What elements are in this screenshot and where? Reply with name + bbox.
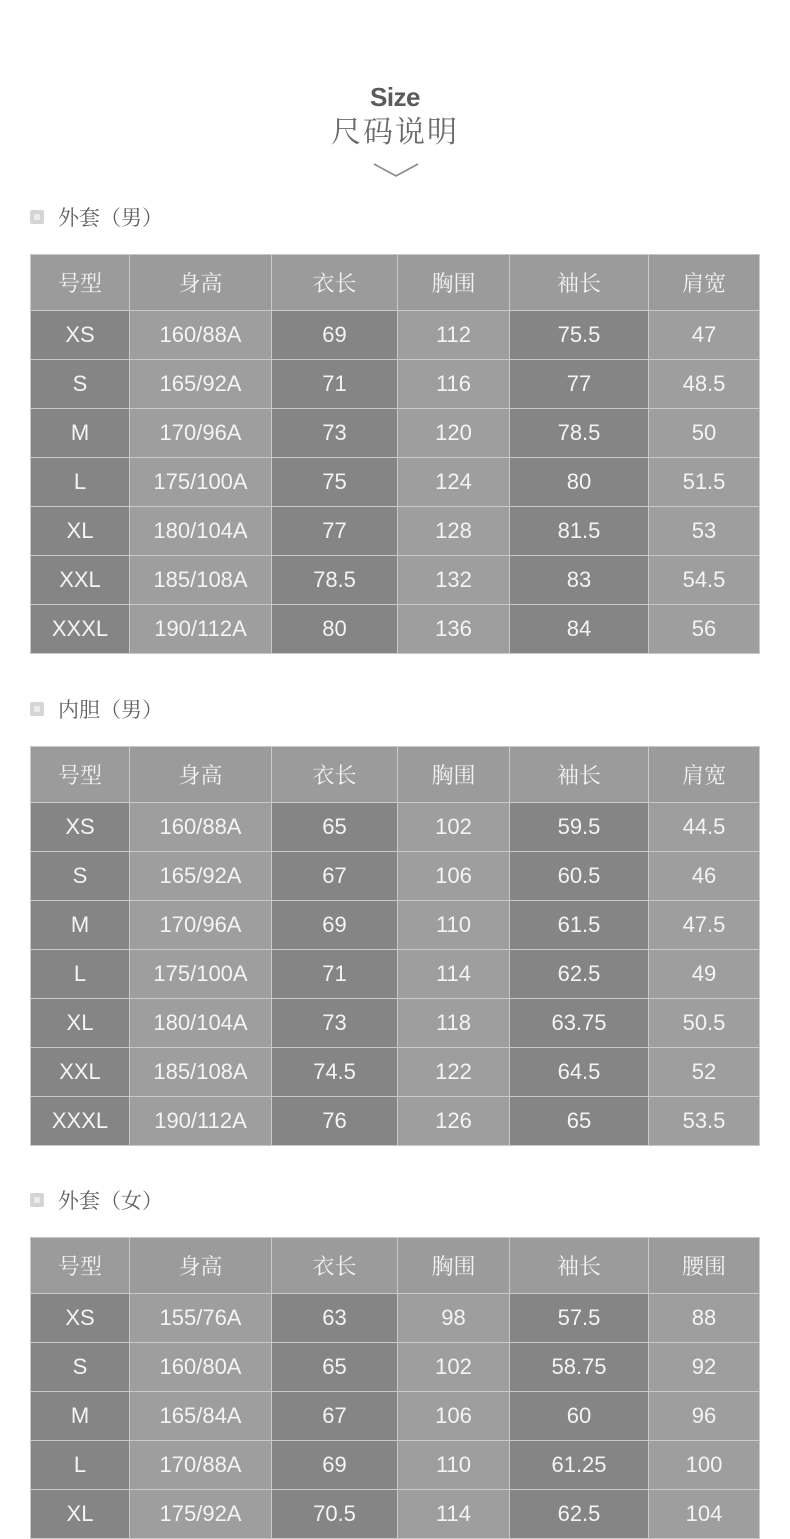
table-cell: 73	[272, 999, 398, 1048]
column-header: 号型	[31, 255, 130, 311]
column-header: 胸围	[398, 255, 510, 311]
table-cell: 98	[398, 1294, 510, 1343]
table-cell: 110	[398, 1441, 510, 1490]
square-bullet-icon	[30, 210, 44, 224]
table-cell: 126	[398, 1097, 510, 1146]
table-row	[31, 409, 760, 458]
table-cell: 128	[398, 507, 510, 556]
size-code-cell: L	[31, 950, 130, 999]
page-header	[0, 80, 790, 152]
table-row	[31, 950, 760, 999]
table-cell: 60.5	[510, 852, 649, 901]
column-header: 胸围	[398, 1238, 510, 1294]
table-header-row	[31, 1238, 760, 1294]
size-table-coat-men	[30, 254, 760, 654]
size-table-liner-men	[30, 746, 760, 1146]
table-row	[31, 1294, 760, 1343]
table-cell: 47	[649, 311, 760, 360]
table-cell: 165/84A	[130, 1392, 272, 1441]
size-code-cell: XL	[31, 1490, 130, 1539]
table-cell: 170/96A	[130, 901, 272, 950]
size-code-cell: L	[31, 458, 130, 507]
size-code-cell: M	[31, 409, 130, 458]
table-cell: 76	[272, 1097, 398, 1146]
column-header: 肩宽	[649, 747, 760, 803]
chevron-down-icon	[373, 160, 419, 180]
section-title-coat-women	[30, 1186, 163, 1214]
table-cell: 61.25	[510, 1441, 649, 1490]
table-cell: 102	[398, 1343, 510, 1392]
table-cell: 124	[398, 458, 510, 507]
column-header: 号型	[31, 747, 130, 803]
table-cell: 110	[398, 901, 510, 950]
table-cell: 69	[272, 1441, 398, 1490]
table-row	[31, 1097, 760, 1146]
table-cell: 112	[398, 311, 510, 360]
size-code-cell: XXXL	[31, 1097, 130, 1146]
table-cell: 136	[398, 605, 510, 654]
table-cell: 80	[510, 458, 649, 507]
column-header: 衣长	[272, 747, 398, 803]
table-cell: 160/88A	[130, 311, 272, 360]
table-cell: 190/112A	[130, 605, 272, 654]
table-cell: 170/88A	[130, 1441, 272, 1490]
table-cell: 78.5	[510, 409, 649, 458]
table-cell: 50.5	[649, 999, 760, 1048]
table-cell: 185/108A	[130, 1048, 272, 1097]
table-cell: 74.5	[272, 1048, 398, 1097]
table-cell: 81.5	[510, 507, 649, 556]
table-cell: 52	[649, 1048, 760, 1097]
table-row	[31, 458, 760, 507]
table-cell: 63.75	[510, 999, 649, 1048]
table-row	[31, 999, 760, 1048]
size-code-cell: M	[31, 901, 130, 950]
table-cell: 49	[649, 950, 760, 999]
table-cell: 67	[272, 1392, 398, 1441]
table-cell: 106	[398, 1392, 510, 1441]
table-cell: 180/104A	[130, 999, 272, 1048]
table-cell: 78.5	[272, 556, 398, 605]
table-cell: 185/108A	[130, 556, 272, 605]
table-cell: 71	[272, 950, 398, 999]
table-cell: 175/92A	[130, 1490, 272, 1539]
table-cell: 77	[510, 360, 649, 409]
section-title-liner-men	[30, 695, 163, 723]
table-cell: 44.5	[649, 803, 760, 852]
table-cell: 92	[649, 1343, 760, 1392]
column-header: 衣长	[272, 255, 398, 311]
square-bullet-icon	[30, 1193, 44, 1207]
column-header: 身高	[130, 1238, 272, 1294]
table-cell: 120	[398, 409, 510, 458]
table-cell: 75	[272, 458, 398, 507]
table-cell: 106	[398, 852, 510, 901]
table-row	[31, 1490, 760, 1539]
table-cell: 75.5	[510, 311, 649, 360]
size-code-cell: L	[31, 1441, 130, 1490]
size-code-cell: XS	[31, 311, 130, 360]
table-cell: 175/100A	[130, 458, 272, 507]
table-header-row	[31, 255, 760, 311]
table-cell: 80	[272, 605, 398, 654]
square-bullet-icon	[30, 702, 44, 716]
table-row	[31, 1392, 760, 1441]
table-row	[31, 1441, 760, 1490]
table-cell: 62.5	[510, 950, 649, 999]
table-cell: 116	[398, 360, 510, 409]
table-row	[31, 556, 760, 605]
table-cell: 180/104A	[130, 507, 272, 556]
section-title-coat-men	[30, 203, 163, 231]
table-cell: 69	[272, 311, 398, 360]
table-row	[31, 507, 760, 556]
column-header: 胸围	[398, 747, 510, 803]
table-cell: 56	[649, 605, 760, 654]
table-cell: 67	[272, 852, 398, 901]
table-cell: 53.5	[649, 1097, 760, 1146]
column-header: 肩宽	[649, 255, 760, 311]
table-cell: 175/100A	[130, 950, 272, 999]
table-cell: 65	[272, 1343, 398, 1392]
column-header: 号型	[31, 1238, 130, 1294]
table-cell: 50	[649, 409, 760, 458]
size-code-cell: S	[31, 360, 130, 409]
size-code-cell: XXL	[31, 1048, 130, 1097]
table-row	[31, 852, 760, 901]
size-code-cell: XXL	[31, 556, 130, 605]
size-code-cell: M	[31, 1392, 130, 1441]
table-cell: 122	[398, 1048, 510, 1097]
table-row	[31, 1048, 760, 1097]
table-row	[31, 803, 760, 852]
header-title-en: Size	[369, 82, 421, 112]
table-cell: 70.5	[272, 1490, 398, 1539]
table-cell: 65	[510, 1097, 649, 1146]
table-cell: 51.5	[649, 458, 760, 507]
section-label: 外套（女）	[58, 1189, 163, 1213]
table-cell: 58.75	[510, 1343, 649, 1392]
table-cell: 83	[510, 556, 649, 605]
table-cell: 132	[398, 556, 510, 605]
table-cell: 65	[272, 803, 398, 852]
table-row	[31, 311, 760, 360]
size-code-cell: XS	[31, 1294, 130, 1343]
column-header: 袖长	[510, 1238, 649, 1294]
size-table-coat-women	[30, 1237, 760, 1539]
table-cell: 155/76A	[130, 1294, 272, 1343]
table-row	[31, 1343, 760, 1392]
table-row	[31, 605, 760, 654]
table-cell: 46	[649, 852, 760, 901]
table-cell: 100	[649, 1441, 760, 1490]
table-cell: 160/88A	[130, 803, 272, 852]
column-header: 衣长	[272, 1238, 398, 1294]
size-code-cell: S	[31, 1343, 130, 1392]
table-cell: 84	[510, 605, 649, 654]
table-cell: 53	[649, 507, 760, 556]
table-cell: 118	[398, 999, 510, 1048]
table-cell: 54.5	[649, 556, 760, 605]
table-cell: 60	[510, 1392, 649, 1441]
table-cell: 61.5	[510, 901, 649, 950]
table-cell: 71	[272, 360, 398, 409]
header-title-zh: 尺码说明	[331, 115, 459, 150]
table-cell: 102	[398, 803, 510, 852]
table-cell: 69	[272, 901, 398, 950]
table-cell: 104	[649, 1490, 760, 1539]
column-header: 腰围	[649, 1238, 760, 1294]
column-header: 袖长	[510, 255, 649, 311]
table-cell: 57.5	[510, 1294, 649, 1343]
table-cell: 165/92A	[130, 852, 272, 901]
column-header: 袖长	[510, 747, 649, 803]
column-header: 身高	[130, 255, 272, 311]
table-cell: 59.5	[510, 803, 649, 852]
section-label: 内胆（男）	[58, 698, 163, 722]
table-cell: 114	[398, 1490, 510, 1539]
table-cell: 73	[272, 409, 398, 458]
table-cell: 165/92A	[130, 360, 272, 409]
table-cell: 114	[398, 950, 510, 999]
table-cell: 160/80A	[130, 1343, 272, 1392]
size-code-cell: XS	[31, 803, 130, 852]
table-cell: 64.5	[510, 1048, 649, 1097]
section-label: 外套（男）	[58, 206, 163, 230]
table-row	[31, 901, 760, 950]
size-code-cell: XXXL	[31, 605, 130, 654]
table-cell: 190/112A	[130, 1097, 272, 1146]
table-cell: 47.5	[649, 901, 760, 950]
table-cell: 170/96A	[130, 409, 272, 458]
size-code-cell: XL	[31, 507, 130, 556]
size-code-cell: XL	[31, 999, 130, 1048]
table-row	[31, 360, 760, 409]
table-cell: 88	[649, 1294, 760, 1343]
size-code-cell: S	[31, 852, 130, 901]
table-cell: 77	[272, 507, 398, 556]
column-header: 身高	[130, 747, 272, 803]
table-cell: 96	[649, 1392, 760, 1441]
table-cell: 62.5	[510, 1490, 649, 1539]
table-cell: 48.5	[649, 360, 760, 409]
table-cell: 63	[272, 1294, 398, 1343]
table-header-row	[31, 747, 760, 803]
